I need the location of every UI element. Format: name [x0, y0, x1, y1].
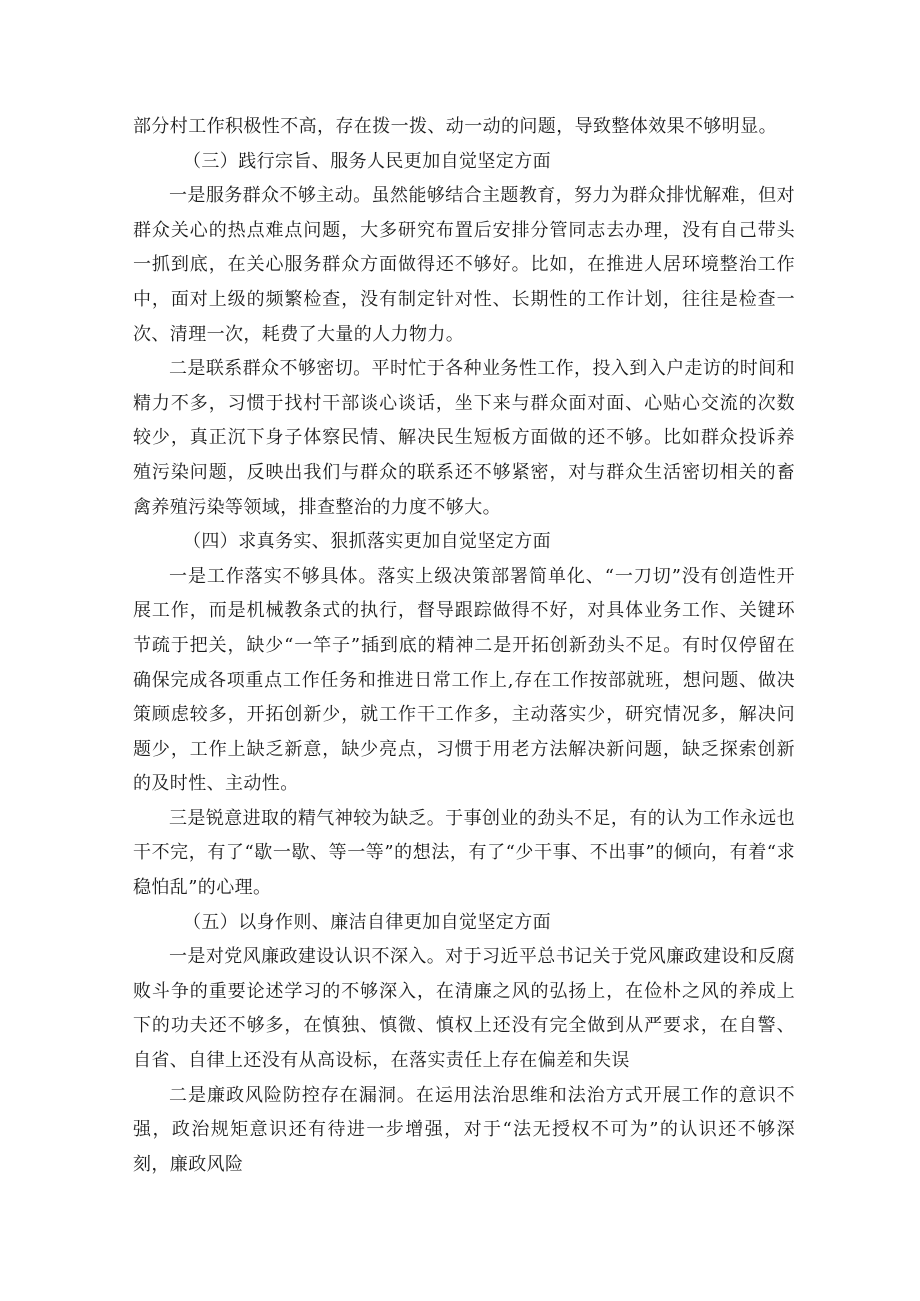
paragraph-body: 一是服务群众不够主动。虽然能够结合主题教育，努力为群众排忧解难，但对群众关心的热点难点问题，大多研究布置后安排分管同志去办理，没有自己带头一抓到底，在关心服务群众方面做得还不够好。比如，在推进人居环境整治工作中，面对上级的频繁检查，没有制定针对性、长期性的工作计划，往往是检查一次、清理一次，耗费了大量的人力物力。 — [133, 185, 795, 345]
paragraph-body: 二是廉政风险防控存在漏洞。在运用法治思维和法治方式开展工作的意识不强，政治规矩意识还有待进一步增强，对于“法无授权不可为”的认识还不够深刻，廉政风险 — [133, 1084, 795, 1175]
document-body — [133, 110, 795, 1182]
paragraph-body: 三是锐意进取的精气神较为缺乏。于事创业的劲头不足，有的认为工作永远也干不完，有了“歇一歇、等一等”的想法，有了“少干事、不出事”的倾向，有着“求稳怕乱”的心理。 — [133, 807, 795, 899]
paragraph-body: 二是联系群众不够密切。平时忙于各种业务性工作，投入到入户走访的时间和精力不多，习惯于找村干部谈心谈话，坐下来与群众面对面、心贴心交流的次数较少，真正沉下身子体察民情、解决民生短板方面做的还不够。比如群众投诉养殖污染问题，反映出我们与群众的联系还不够紧密，对与群众生活密切相关的畜禽养殖污染等领域，排查整治的力度不够大。 — [133, 358, 795, 518]
paragraph-body: 一是对党风廉政建设认识不深入。对于习近平总书记关于党风廉政建设和反腐败斗争的重要论述学习的不够深入，在清廉之风的弘扬上，在俭朴之风的养成上下的功夫还不够多，在慎独、慎微、慎权上还没有完全做到从严要求，在自警、自省、自律上还没有从高设标，在落实责任上存在偏差和失误 — [133, 946, 795, 1072]
section-heading-5: （五）以身作则、廉洁自律更加自觉坚定方面 — [183, 911, 551, 933]
paragraph-continuation: 部分村工作积极性不高，存在拨一拨、动一动的问题，导致整体效果不够明显。 — [133, 116, 777, 137]
paragraph-body: 一是工作落实不够具体。落实上级决策部署简单化、“一刀切”没有创造性开展工作，而是机械教条式的执行，督导跟踪做得不好，对具体业务工作、关键环节疏于把关，缺少“一竿子”插到底的精神二是开拓创新劲头不足。有时仅停留在确保完成各项重点工作任务和推进日常工作上,存在工作按部就班，想问题、做决策顾虑较多，开拓创新少，就工作干工作多，主动落实少，研究情况多，解决问题少，工作上缺乏新意，缺少亮点，习惯于用老方法解决新问题，缺乏探索创新的及时性、主动性。 — [133, 565, 795, 795]
section-heading-4: （四）求真务实、狠抓落实更加自觉坚定方面 — [183, 531, 551, 553]
section-heading-3: （三）践行宗旨、服务人民更加自觉坚定方面 — [183, 150, 551, 172]
